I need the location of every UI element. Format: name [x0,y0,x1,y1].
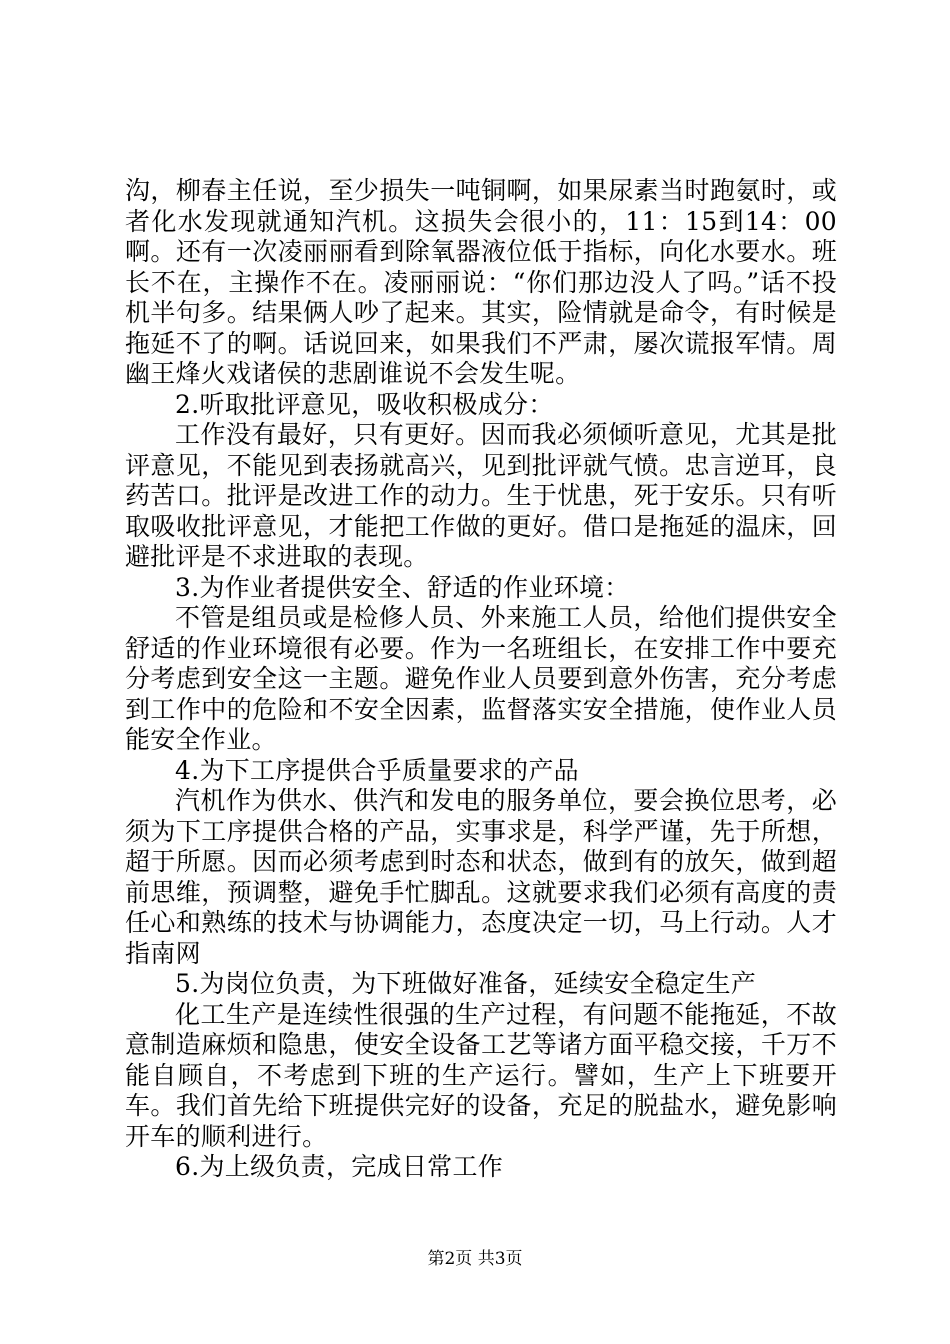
section-heading-3: 3.为作业者提供安全、舒适的作业环境： [175,572,630,602]
section-heading-4: 4.为下工序提供合乎质量要求的产品 [175,755,579,785]
paragraph-handover: 化工生产是连续性很强的生产过程，有问题不能拖延，不故意制造麻烦和隐患，使安全设备工艺等诸方面平稳交接，千万不能自顾自，不考虑到下班的生产运行。譬如，生产上下班要开车。我们首先给下班提供完好的设备，充足的脱盐水，避免影响开车的顺利进行。 [125,999,837,1151]
section-heading-5: 5.为岗位负责，为下班做好准备，延续安全稳定生产 [175,969,757,998]
document-body [125,176,837,1183]
paragraph-quality: 汽机作为供水、供汽和发电的服务单位，要会换位思考，必须为下工序提供合格的产品，实事求是，科学严谨，先于所想，超于所愿。因而必须考虑到时态和状态，做到有的放矢，做到超前思维，预调整，避免手忙脚乱。这就要求我们必须有高度的责任心和熟练的技术与协调能力，态度决定一切，马上行动。人才指南网 [125,786,837,968]
section-heading-2: 2.听取批评意见，吸收积极成分： [175,389,554,419]
section-heading-6: 6.为上级负责，完成日常工作 [175,1152,504,1181]
paragraph-continued: 沟，柳春主任说，至少损失一吨铜啊，如果尿素当时跑氨时，或者化水发现就通知汽机。这损失会很小的，11：15到14：00啊。还有一次凌丽丽看到除氧器液位低于指标，向化水要水。班长不在，主操作不在。凌丽丽说：“你们那边没人了吗。”话不投机半句多。结果俩人吵了起来。其实，险情就是命令，有时候是拖延不了的啊。话说回来，如果我们不严肃，屡次谎报军情。周幽王烽火戏诸侯的悲剧谁说不会发生呢。 [125,176,837,388]
page-footer: 第2页 共3页 [427,1249,523,1269]
paragraph-safety: 不管是组员或是检修人员、外来施工人员，给他们提供安全舒适的作业环境很有必要。作为一名班组长，在安排工作中要充分考虑到安全这一主题。避免作业人员要到意外伤害，充分考虑到工作中的危险和不安全因素，监督落实安全措施，使作业人员能安全作业。 [125,603,837,754]
paragraph-criticism: 工作没有最好，只有更好。因而我必须倾听意见，尤其是批评意见，不能见到表扬就高兴，见到批评就气愤。忠言逆耳，良药苦口。批评是改进工作的动力。生于忧患，死于安乐。只有听取吸收批评意见，才能把工作做的更好。借口是拖延的温床，回避批评是不求进取的表现。 [125,420,837,571]
